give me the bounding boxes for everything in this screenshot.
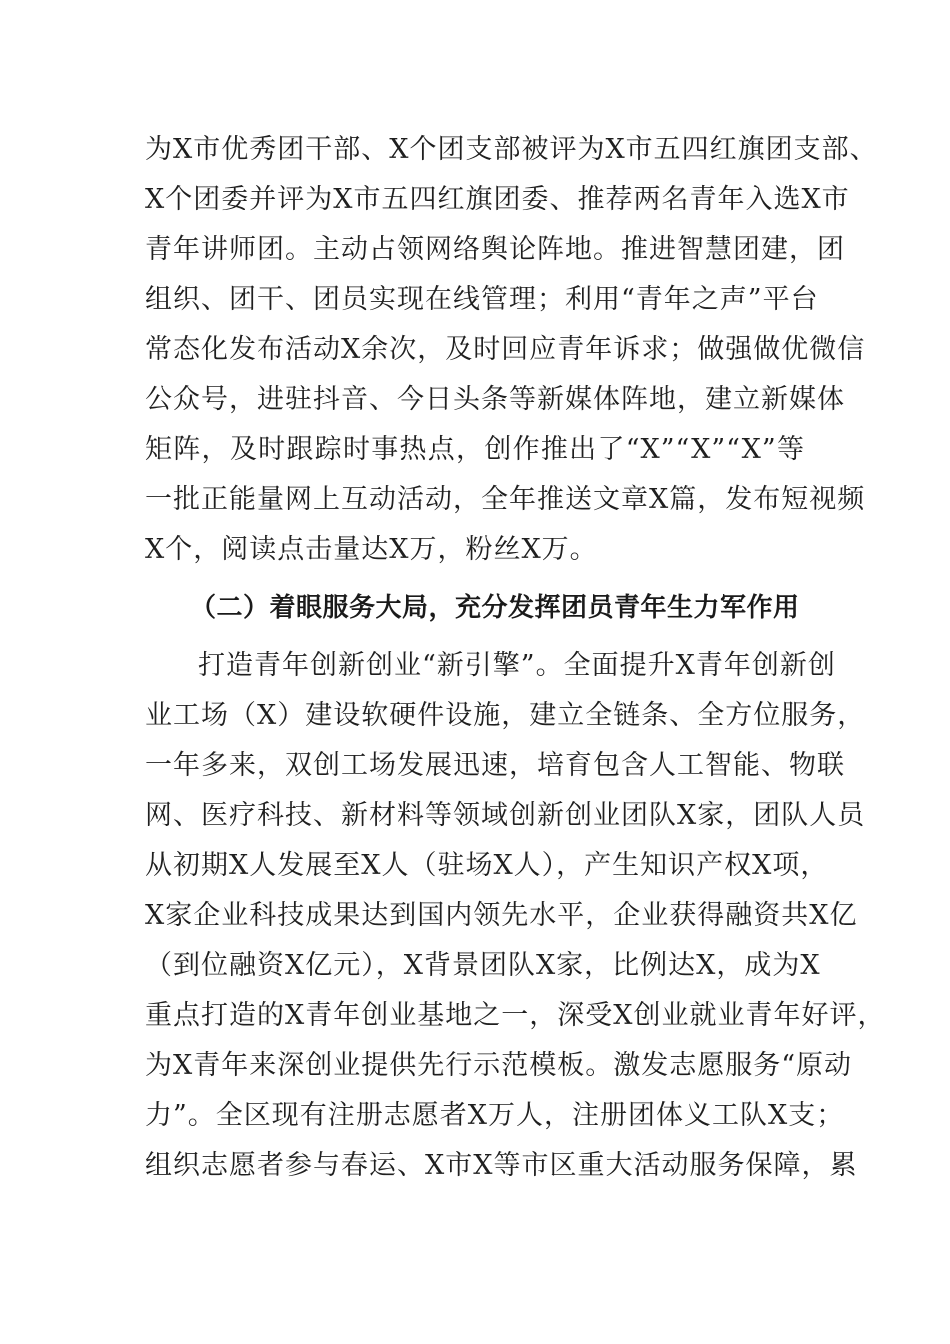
paragraph2-line-8: 重点打造的X青年创业基地之一，深受X创业就业青年好评， — [145, 1000, 886, 1031]
paragraph1-line-1: 为X市优秀团干部、X个团支部被评为X市五四红旗团支部、 — [145, 134, 878, 165]
paragraph1-line-2: X个团委并评为X市五四红旗团委、推荐两名青年入选X市 — [145, 184, 850, 215]
paragraph1-line-6: 公众号，进驻抖音、今日头条等新媒体阵地，建立新媒体 — [145, 384, 845, 415]
paragraph1-line-8: 一批正能量网上互动活动，全年推送文章X篇，发布短视频 — [145, 484, 866, 515]
paragraph2-line-10: 力”。全区现有注册志愿者X万人，注册团体义工队X支； — [145, 1100, 845, 1131]
paragraph1-line-9: X个，阅读点击量达X万，粉丝X万。 — [145, 534, 598, 565]
paragraph2-line-11: 组织志愿者参与春运、X市X等市区重大活动服务保障，累 — [145, 1150, 858, 1181]
paragraph2-line-2: 业工场（X）建设软硬件设施，建立全链条、全方位服务， — [145, 700, 866, 731]
paragraph1-line-7: 矩阵，及时跟踪时事热点，创作推出了“X”“X”“X”等 — [145, 434, 805, 465]
paragraph2-line-3: 一年多来，双创工场发展迅速，培育包含人工智能、物联 — [145, 750, 845, 781]
paragraph1-line-3: 青年讲师团。主动占领网络舆论阵地。推进智慧团建，团 — [145, 234, 845, 265]
paragraph2-line-4: 网、医疗科技、新材料等领域创新创业团队X家，团队人员 — [145, 800, 866, 831]
paragraph2-line-5: 从初期X人发展至X人（驻场X人），产生知识产权X项， — [145, 850, 829, 881]
paragraph1-line-4: 组织、团干、团员实现在线管理；利用“青年之声”平台 — [145, 284, 819, 315]
paragraph2-line-6: X家企业科技成果达到国内领先水平，企业获得融资共X亿 — [145, 900, 858, 931]
paragraph2-line-1: 打造青年创新创业“新引擎”。全面提升X青年创新创 — [198, 650, 836, 681]
paragraph2-line-9: 为X青年来深创业提供先行示范模板。激发志愿服务“原动 — [145, 1050, 853, 1081]
section-heading: （二）着眼服务大局，充分发挥团员青年生力军作用 — [190, 593, 800, 623]
paragraph2-line-7: （到位融资X亿元），X背景团队X家，比例达X，成为X — [145, 950, 821, 981]
paragraph1-line-5: 常态化发布活动X余次，及时回应青年诉求；做强做优微信 — [145, 334, 866, 365]
